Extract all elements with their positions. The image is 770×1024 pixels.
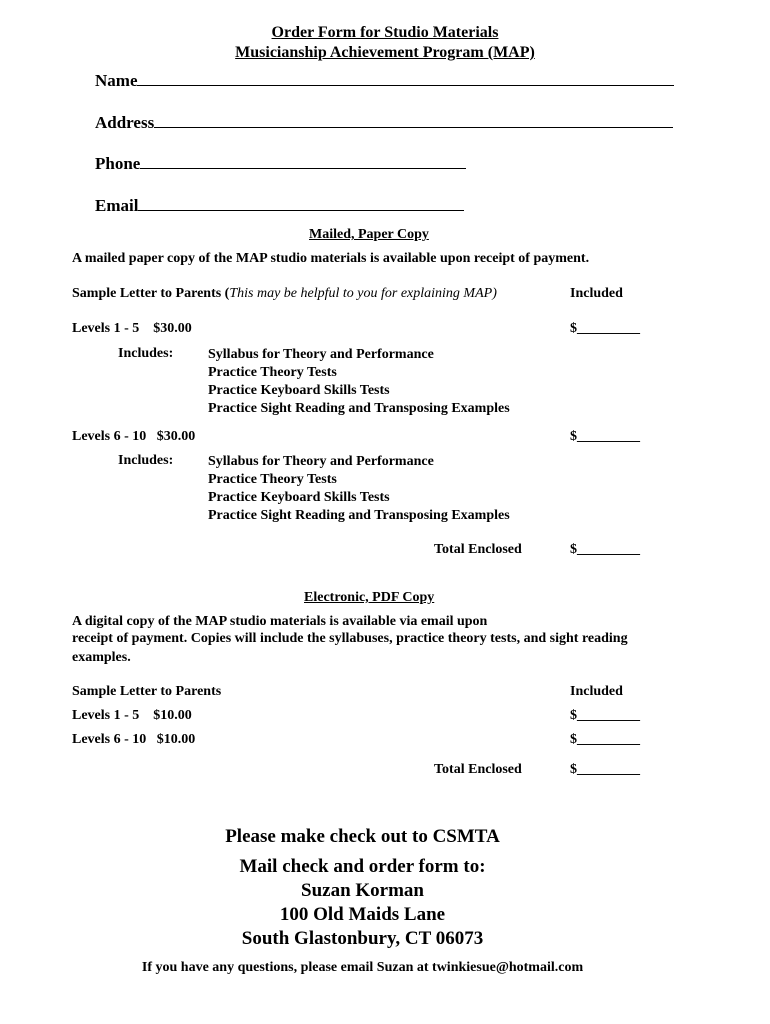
electronic-levels-1-5: Levels 1 - 5 $10.00 (72, 708, 192, 723)
electronic-levels-6-10: Levels 6 - 10 $10.00 (72, 732, 196, 747)
email-field (95, 196, 464, 216)
electronic-description-line2: receipt of payment. Copies will include the syllabuses, practice theory tests, and sight reading (72, 631, 628, 646)
address-blank-line[interactable] (154, 127, 673, 128)
mailed-includes-label-1-5: Includes: (118, 346, 174, 361)
electronic-levels-1-5-blank[interactable]: $_________ (570, 708, 640, 723)
mailed-levels-6-10: Levels 6 - 10 $30.00 (72, 429, 196, 444)
phone-blank-line[interactable] (140, 168, 466, 169)
list-item: Practice Theory Tests (208, 365, 337, 380)
electronic-heading: Electronic, PDF Copy (304, 590, 435, 605)
mailed-heading: Mailed, Paper Copy (309, 227, 429, 242)
mailed-includes-label-6-10: Includes: (118, 453, 174, 468)
mailed-total-blank[interactable]: $_________ (570, 542, 640, 557)
address-label: Address (95, 113, 155, 132)
electronic-sample-letter: Sample Letter to Parents (72, 684, 222, 699)
list-item: Syllabus for Theory and Performance (208, 347, 434, 362)
list-item: Syllabus for Theory and Performance (208, 454, 434, 469)
electronic-sample-letter-price: Included (570, 684, 623, 699)
form-subtitle: Musicianship Achievement Program (MAP) (235, 44, 535, 61)
email-blank-line[interactable] (138, 210, 464, 211)
mailed-levels-1-5: Levels 1 - 5 $30.00 (72, 321, 192, 336)
phone-field (95, 154, 466, 174)
mailed-sample-letter-label: Sample Letter to Parents ( (72, 286, 230, 301)
electronic-description-line3: examples. (72, 650, 131, 665)
electronic-total-blank[interactable]: $_________ (570, 762, 640, 777)
name-blank-line[interactable] (137, 85, 674, 86)
phone-label: Phone (95, 154, 141, 173)
electronic-description-line1: A digital copy of the MAP studio materials is available via email upon (72, 614, 488, 629)
mailed-sample-letter-note: This may be helpful to you for explaining MAP) (229, 286, 497, 301)
name-label: Name (95, 71, 138, 90)
address-field (95, 113, 673, 133)
mailed-sample-letter (72, 286, 497, 302)
list-item: Practice Sight Reading and Transposing Examples (208, 508, 510, 523)
city-state-zip: South Glastonbury, CT 06073 (241, 928, 484, 949)
street-address: 100 Old Maids Lane (279, 904, 446, 925)
mailed-includes-list-6-10 (208, 453, 510, 525)
email-label: Email (95, 196, 139, 215)
mailed-levels-6-10-blank[interactable]: $_________ (570, 429, 640, 444)
mailed-total-label: Total Enclosed (434, 542, 522, 557)
form-title: Order Form for Studio Materials (271, 24, 499, 41)
check-payable: Please make check out to CSMTA (225, 826, 500, 847)
mailed-levels-1-5-blank[interactable]: $_________ (570, 321, 640, 336)
list-item: Practice Keyboard Skills Tests (208, 383, 390, 398)
list-item: Practice Keyboard Skills Tests (208, 490, 390, 505)
list-item: Practice Sight Reading and Transposing Examples (208, 401, 510, 416)
questions-note: If you have any questions, please email Suzan at twinkiesue@hotmail.com (141, 960, 584, 975)
electronic-levels-6-10-blank[interactable]: $_________ (570, 732, 640, 747)
electronic-total-label: Total Enclosed (434, 762, 522, 777)
mail-to: Mail check and order form to: (239, 856, 486, 877)
mailed-includes-list-1-5 (208, 346, 510, 418)
list-item: Practice Theory Tests (208, 472, 337, 487)
mailed-description: A mailed paper copy of the MAP studio materials is available upon receipt of payment. (72, 251, 590, 266)
mailed-sample-letter-price: Included (570, 286, 623, 301)
name-field (95, 71, 674, 91)
recipient-name: Suzan Korman (301, 880, 424, 901)
